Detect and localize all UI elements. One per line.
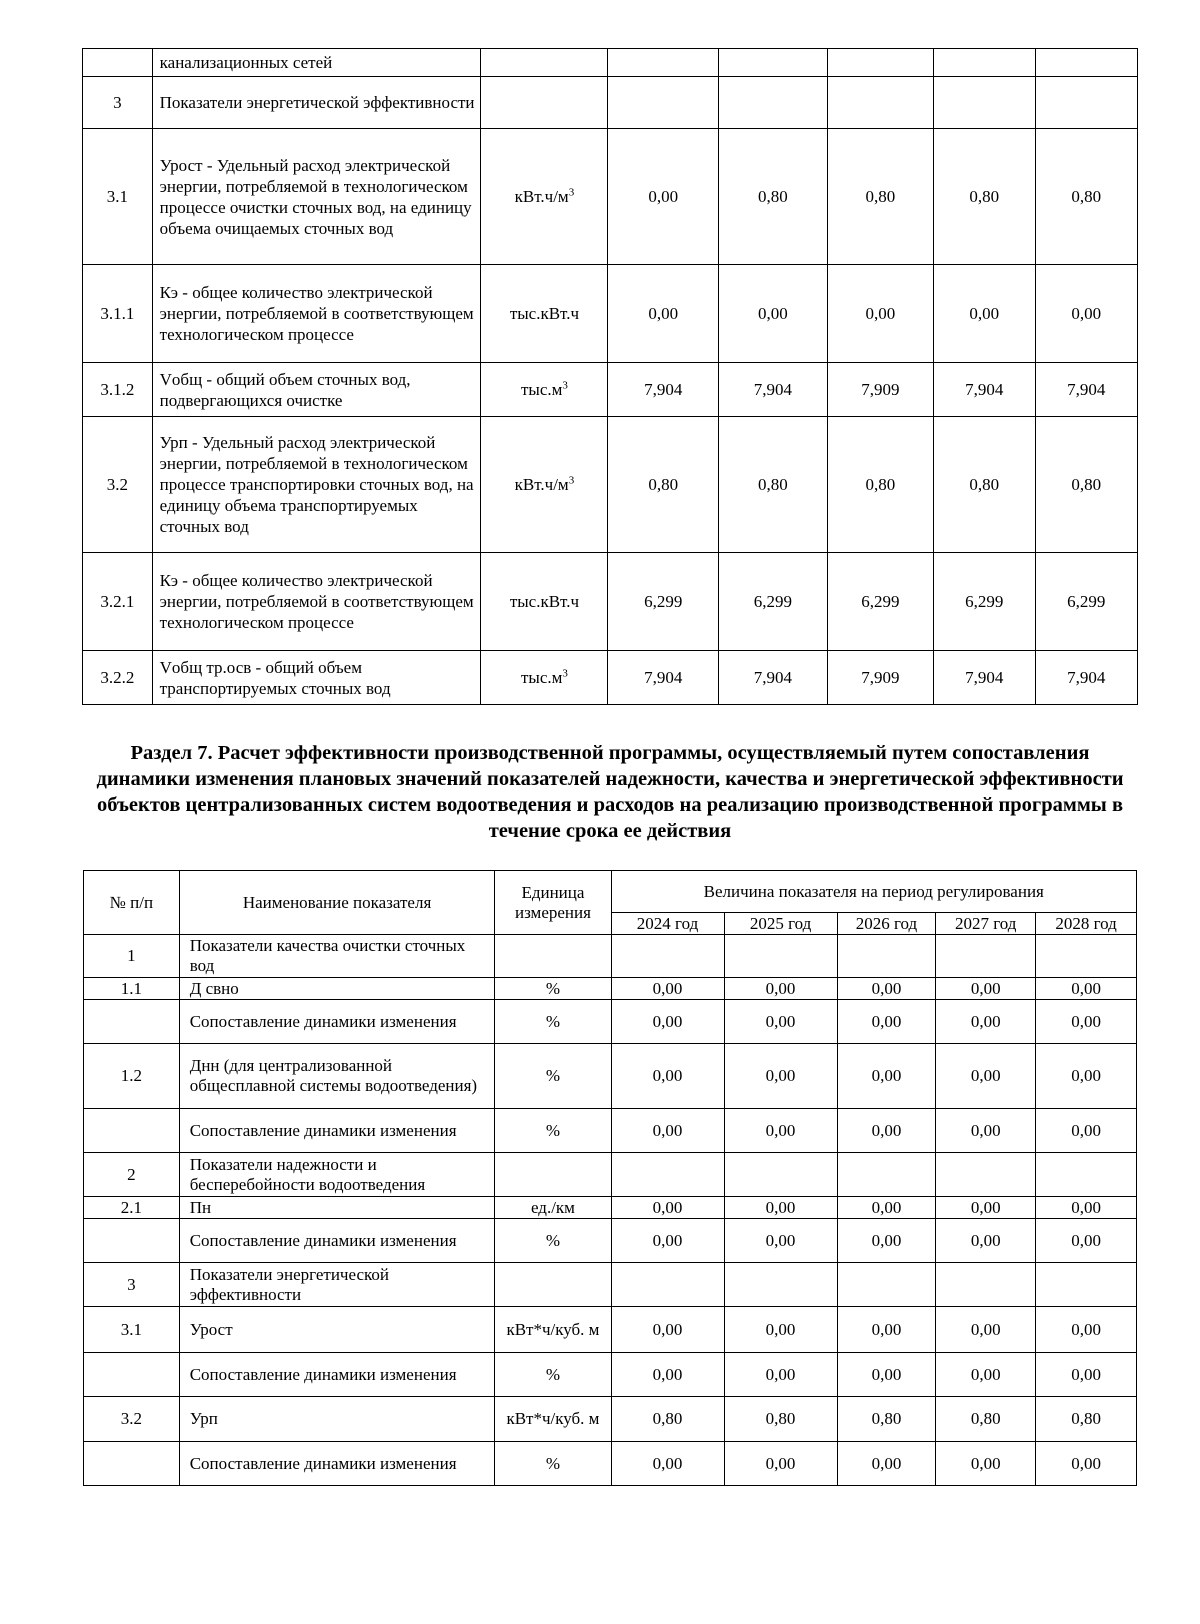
table-row (84, 978, 1137, 1000)
unit-cell (481, 77, 608, 129)
value-2026: 0,00 (837, 1197, 936, 1219)
value-2027: 0,00 (934, 265, 1035, 363)
value-2028: 0,80 (1036, 1397, 1137, 1442)
indicator-name: Д свно (179, 978, 495, 1000)
value-2024: 0,00 (611, 1109, 724, 1153)
table-row (84, 1263, 1137, 1307)
value-2024: 6,299 (608, 553, 719, 651)
value-2028: 0,00 (1036, 1197, 1137, 1219)
unit-cell: тыс.кВт.ч (481, 265, 608, 363)
value-2027 (936, 1263, 1036, 1307)
indicator-name: Кэ - общее количество электрической энергии, потребляемой в соответствующем технологическом процессе (152, 553, 481, 651)
table-row (84, 1307, 1137, 1353)
value-2024 (611, 1153, 724, 1197)
value-2028: 0,00 (1035, 265, 1138, 363)
value-2026: 0,00 (837, 1442, 936, 1486)
table-row (84, 1000, 1137, 1044)
header-num: № п/п (84, 871, 180, 935)
value-2024: 7,904 (608, 363, 719, 417)
indicator-name: Сопоставление динамики изменения (179, 1109, 495, 1153)
value-2026: 0,00 (837, 1000, 936, 1044)
row-number (84, 1353, 180, 1397)
value-2027: 0,00 (936, 1219, 1036, 1263)
row-number: 1 (84, 935, 180, 978)
value-2028 (1036, 1153, 1137, 1197)
indicator-name: Сопоставление динамики изменения (179, 1353, 495, 1397)
value-2027: 6,299 (934, 553, 1035, 651)
value-2026 (837, 935, 936, 978)
indicator-name: Сопоставление динамики изменения (179, 1442, 495, 1486)
value-2025: 0,00 (724, 1000, 837, 1044)
indicator-name: Показатели надежности и бесперебойности водоотведения (179, 1153, 495, 1197)
header-year-2025: 2025 год (724, 913, 837, 935)
value-2028: 0,00 (1036, 1219, 1137, 1263)
value-2028: 0,00 (1036, 1109, 1137, 1153)
unit-cell: $тыс.м^3$ (481, 651, 608, 705)
value-2026 (827, 77, 934, 129)
indicator-name: Днн (для централизованной общесплавной системы водоотведения) (179, 1044, 495, 1109)
indicator-name: Сопоставление динамики изменения (179, 1000, 495, 1044)
table-row (84, 1153, 1137, 1197)
row-number: 1.2 (84, 1044, 180, 1109)
value-2025 (724, 1263, 837, 1307)
value-2028: 0,80 (1035, 129, 1138, 265)
value-2028: 0,00 (1036, 1000, 1137, 1044)
value-2028: 7,904 (1035, 651, 1138, 705)
value-2026: 0,80 (827, 129, 934, 265)
table-row (83, 363, 1138, 417)
value-2026: 0,80 (827, 417, 934, 553)
row-number: 3.2.2 (83, 651, 153, 705)
value-2027: 0,00 (936, 1442, 1036, 1486)
value-2025: 7,904 (719, 363, 828, 417)
unit-cell: % (495, 1109, 611, 1153)
value-2027: 0,00 (936, 1307, 1036, 1353)
value-2028: 0,00 (1036, 1353, 1137, 1397)
unit-cell: тыс.кВт.ч (481, 553, 608, 651)
value-2026: 0,00 (837, 1109, 936, 1153)
header-year-2028: 2028 год (1036, 913, 1137, 935)
value-2024: 0,00 (611, 1307, 724, 1353)
value-2024: 0,00 (611, 1197, 724, 1219)
value-2027: 0,80 (934, 129, 1035, 265)
value-2027: 0,00 (936, 1353, 1036, 1397)
table-row (83, 651, 1138, 705)
header-year-2024: 2024 год (611, 913, 724, 935)
table-row (83, 553, 1138, 651)
value-2028 (1036, 935, 1137, 978)
unit-cell: % (495, 1442, 611, 1486)
unit-cell: ед./км (495, 1197, 611, 1219)
value-2024 (611, 935, 724, 978)
row-number: 1.1 (84, 978, 180, 1000)
indicator-name: Кэ - общее количество электрической энергии, потребляемой в соответствующем технологическом процессе (152, 265, 481, 363)
value-2026: 0,00 (837, 1219, 936, 1263)
value-2028 (1035, 77, 1138, 129)
header-period: Величина показателя на период регулирования (611, 871, 1137, 913)
table-row (83, 417, 1138, 553)
table-row (84, 1109, 1137, 1153)
row-number: 3 (83, 77, 153, 129)
value-2024: 7,904 (608, 651, 719, 705)
header-unit: Единица измерения (495, 871, 611, 935)
indicator-name: Показатели энергетической эффективности (179, 1263, 495, 1307)
value-2025: 0,00 (724, 1307, 837, 1353)
value-2025 (719, 49, 828, 77)
value-2028 (1035, 49, 1138, 77)
row-number (84, 1109, 180, 1153)
value-2025: 0,00 (724, 978, 837, 1000)
value-2024 (611, 1263, 724, 1307)
value-2028: 0,00 (1036, 1442, 1137, 1486)
indicator-name: Урп (179, 1397, 495, 1442)
value-2027: 0,00 (936, 978, 1036, 1000)
value-2027 (934, 77, 1035, 129)
value-2026 (837, 1263, 936, 1307)
value-2025: 0,00 (724, 1109, 837, 1153)
value-2026: 0,00 (837, 1044, 936, 1109)
value-2026: 0,00 (837, 1307, 936, 1353)
value-2026: 7,909 (827, 651, 934, 705)
value-2028: 0,00 (1036, 1044, 1137, 1109)
indicator-name: Показатели энергетической эффективности (152, 77, 481, 129)
value-2027: 0,80 (936, 1397, 1036, 1442)
unit-cell (495, 935, 611, 978)
row-number: 3.1 (83, 129, 153, 265)
section-heading: Раздел 7. Расчет эффективности производственной программы, осуществляемый путем сопоставления динамики изменения плановых значений показателей надежности, качества и энергетической эффективности объектов централизованных систем водоотведения и расходов на реализацию производственной программы в течение срока ее действия (96, 742, 1124, 842)
unit-cell: % (495, 978, 611, 1000)
value-2026 (827, 49, 934, 77)
value-2025 (724, 935, 837, 978)
unit-cell: $кВт.ч/м^3$ (481, 417, 608, 553)
value-2028: 6,299 (1035, 553, 1138, 651)
value-2025: 0,00 (724, 1197, 837, 1219)
row-number: 2 (84, 1153, 180, 1197)
value-2024: 0,00 (611, 1442, 724, 1486)
row-number: 3.2.1 (83, 553, 153, 651)
value-2027: 0,00 (936, 1000, 1036, 1044)
value-2025: 7,904 (719, 651, 828, 705)
value-2028: 0,80 (1035, 417, 1138, 553)
value-2028: 0,00 (1036, 978, 1137, 1000)
energy-efficiency-table (82, 48, 1138, 705)
header-name: Наименование показателя (179, 871, 495, 935)
value-2027: 0,00 (936, 1044, 1036, 1109)
efficiency-calculation-table (83, 870, 1137, 1486)
value-2026: 6,299 (827, 553, 934, 651)
unit-cell: % (495, 1353, 611, 1397)
header-row (84, 871, 1137, 913)
indicator-name: канализационных сетей (152, 49, 481, 77)
indicator-name: Урп - Удельный расход электрической энергии, потребляемой в технологическом процессе транспортировки сточных вод, на единицу объема транспортируемых сточных вод (152, 417, 481, 553)
row-number: 3.1.1 (83, 265, 153, 363)
indicator-name: Vобщ - общий объем сточных вод, подвергающихся очистке (152, 363, 481, 417)
value-2024 (608, 49, 719, 77)
value-2024: 0,00 (611, 1219, 724, 1263)
row-number (84, 1442, 180, 1486)
value-2025: 0,00 (724, 1219, 837, 1263)
row-number: 3.1 (84, 1307, 180, 1353)
value-2027: 0,00 (936, 1197, 1036, 1219)
value-2025: 0,00 (719, 265, 828, 363)
unit-cell: % (495, 1000, 611, 1044)
value-2027 (934, 49, 1035, 77)
value-2026: 0,00 (837, 1353, 936, 1397)
indicator-name: Пн (179, 1197, 495, 1219)
value-2026: 7,909 (827, 363, 934, 417)
table-row (84, 1442, 1137, 1486)
row-number: 2.1 (84, 1197, 180, 1219)
row-number (83, 49, 153, 77)
value-2025: 6,299 (719, 553, 828, 651)
unit-cell (495, 1153, 611, 1197)
row-number: 3.1.2 (83, 363, 153, 417)
value-2024: 0,00 (608, 129, 719, 265)
row-number: 3.2 (84, 1397, 180, 1442)
value-2024: 0,00 (611, 1353, 724, 1397)
value-2027 (936, 935, 1036, 978)
value-2027 (936, 1153, 1036, 1197)
value-2025 (724, 1153, 837, 1197)
value-2028 (1036, 1263, 1137, 1307)
unit-cell: кВт*ч/куб. м (495, 1307, 611, 1353)
table-row (84, 1397, 1137, 1442)
value-2024: 0,00 (608, 265, 719, 363)
unit-cell: % (495, 1044, 611, 1109)
unit-cell (481, 49, 608, 77)
table-row (83, 77, 1138, 129)
value-2025 (719, 77, 828, 129)
value-2024: 0,00 (611, 1044, 724, 1109)
table-row (84, 1197, 1137, 1219)
row-number (84, 1219, 180, 1263)
table-row (84, 935, 1137, 978)
value-2027: 7,904 (934, 363, 1035, 417)
value-2025: 0,80 (719, 129, 828, 265)
value-2026 (837, 1153, 936, 1197)
value-2027: 7,904 (934, 651, 1035, 705)
unit-cell (495, 1263, 611, 1307)
value-2025: 0,00 (724, 1442, 837, 1486)
table-row (83, 265, 1138, 363)
unit-cell: % (495, 1219, 611, 1263)
header-year-2027: 2027 год (936, 913, 1036, 935)
table-row (83, 49, 1138, 77)
row-number: 3 (84, 1263, 180, 1307)
value-2026: 0,00 (837, 978, 936, 1000)
table-row (84, 1353, 1137, 1397)
value-2026: 0,00 (827, 265, 934, 363)
value-2024: 0,00 (611, 1000, 724, 1044)
indicator-name: Урост (179, 1307, 495, 1353)
value-2025: 0,80 (724, 1397, 837, 1442)
value-2027: 0,00 (936, 1109, 1036, 1153)
indicator-name: Показатели качества очистки сточных вод (179, 935, 495, 978)
unit-cell: кВт*ч/куб. м (495, 1397, 611, 1442)
unit-cell: $кВт.ч/м^3$ (481, 129, 608, 265)
value-2024: 0,80 (608, 417, 719, 553)
value-2025: 0,00 (724, 1044, 837, 1109)
unit-cell: $тыс.м^3$ (481, 363, 608, 417)
value-2028: 0,00 (1036, 1307, 1137, 1353)
value-2024 (608, 77, 719, 129)
table-row (84, 1044, 1137, 1109)
table-row (83, 129, 1138, 265)
value-2026: 0,80 (837, 1397, 936, 1442)
row-number: 3.2 (83, 417, 153, 553)
header-year-2026: 2026 год (837, 913, 936, 935)
table-row (84, 1219, 1137, 1263)
indicator-name: Сопоставление динамики изменения (179, 1219, 495, 1263)
value-2025: 0,00 (724, 1353, 837, 1397)
indicator-name: Vобщ тр.осв - общий объем транспортируемых сточных вод (152, 651, 481, 705)
value-2025: 0,80 (719, 417, 828, 553)
value-2027: 0,80 (934, 417, 1035, 553)
indicator-name: Урост - Удельный расход электрической энергии, потребляемой в технологическом процессе очистки сточных вод, на единицу объема очищаемых сточных вод (152, 129, 481, 265)
value-2024: 0,00 (611, 978, 724, 1000)
value-2028: 7,904 (1035, 363, 1138, 417)
value-2024: 0,80 (611, 1397, 724, 1442)
row-number (84, 1000, 180, 1044)
